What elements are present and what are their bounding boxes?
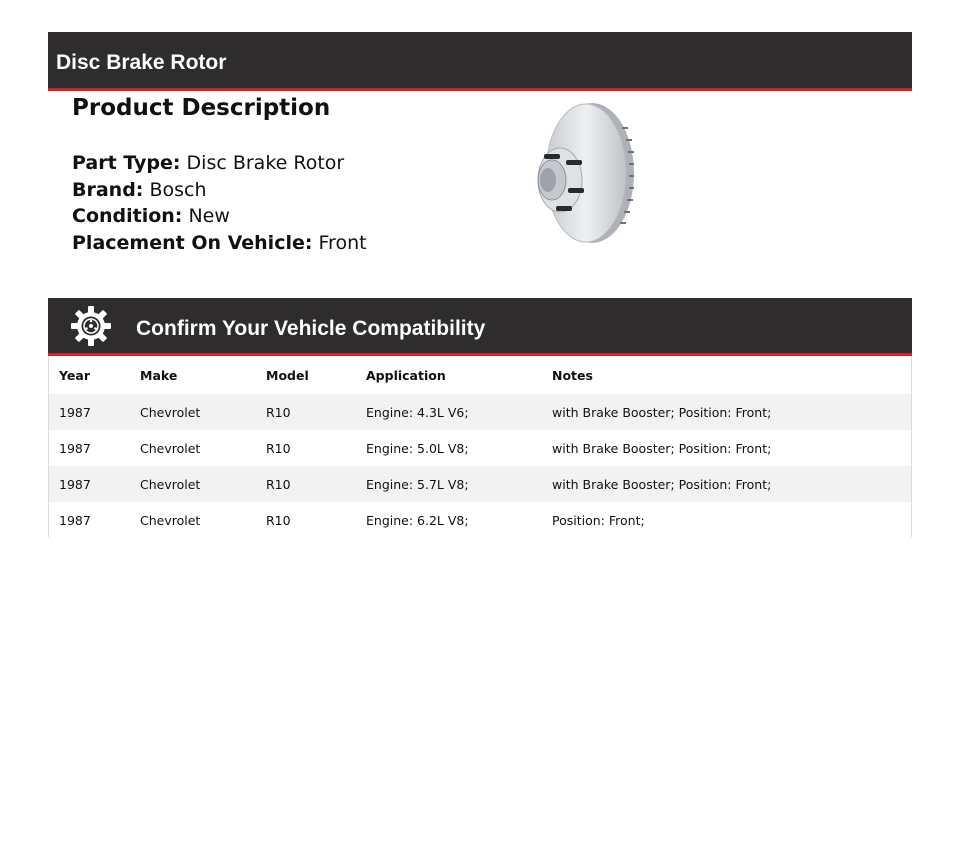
attribute-value: New <box>188 205 230 227</box>
table-row <box>49 394 911 430</box>
gear-car-icon <box>70 305 112 347</box>
table-row <box>49 502 911 538</box>
attribute-label: Placement On Vehicle: <box>72 231 313 254</box>
brake-rotor-image <box>530 100 640 246</box>
attribute-label: Brand: <box>72 178 144 201</box>
product-description-heading: Product Description <box>72 95 331 121</box>
table-header-row <box>49 356 911 394</box>
cell-make: Chevrolet <box>140 440 201 456</box>
page-title: Disc Brake Rotor <box>56 51 227 74</box>
table-row <box>49 466 911 502</box>
compatibility-bar <box>48 298 912 356</box>
cell-year: 1987 <box>59 476 91 492</box>
attribute-label: Part Type: <box>72 152 181 174</box>
cell-notes: Position: Front; <box>552 512 645 528</box>
cell-application: Engine: 5.0L V8; <box>366 440 469 456</box>
attribute-part-type <box>72 150 367 177</box>
column-header-make: Make <box>140 367 178 383</box>
cell-year: 1987 <box>59 512 91 528</box>
column-header-year: Year <box>59 367 90 383</box>
attribute-label: Condition: <box>72 205 183 227</box>
cell-model: R10 <box>266 476 291 492</box>
attribute-value: Front <box>318 231 367 254</box>
compatibility-title: Confirm Your Vehicle Compatibility <box>136 317 486 340</box>
column-header-application: Application <box>366 367 446 383</box>
cell-make: Chevrolet <box>140 476 201 492</box>
attribute-placement <box>72 230 367 257</box>
title-bar <box>48 32 912 91</box>
product-attributes <box>72 150 367 256</box>
column-header-notes: Notes <box>552 367 593 383</box>
cell-model: R10 <box>266 512 291 528</box>
cell-year: 1987 <box>59 404 91 420</box>
cell-notes: with Brake Booster; Position: Front; <box>552 440 772 456</box>
compatibility-table <box>49 356 911 538</box>
cell-make: Chevrolet <box>140 404 201 420</box>
attribute-condition <box>72 203 367 230</box>
table-row <box>49 430 911 466</box>
column-header-model: Model <box>266 367 309 383</box>
cell-application: Engine: 4.3L V6; <box>366 404 469 420</box>
cell-year: 1987 <box>59 440 91 456</box>
attribute-value: Bosch <box>149 178 207 201</box>
attribute-brand <box>72 177 367 204</box>
cell-model: R10 <box>266 404 291 420</box>
cell-notes: with Brake Booster; Position: Front; <box>552 404 772 420</box>
cell-notes: with Brake Booster; Position: Front; <box>552 476 772 492</box>
attribute-value: Disc Brake Rotor <box>186 152 345 174</box>
compatibility-table-container <box>48 356 912 537</box>
cell-application: Engine: 6.2L V8; <box>366 512 469 528</box>
cell-model: R10 <box>266 440 291 456</box>
cell-make: Chevrolet <box>140 512 201 528</box>
cell-application: Engine: 5.7L V8; <box>366 476 469 492</box>
